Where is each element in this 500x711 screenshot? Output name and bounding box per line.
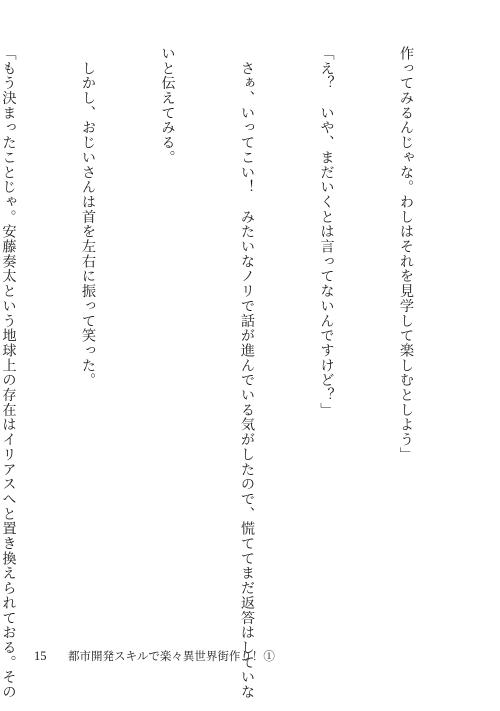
page-number: 15	[34, 649, 47, 663]
text-line: いと伝えてみる。	[159, 46, 176, 165]
text-line: しかし、おじいさんは首を左右に振って笑った。	[80, 46, 96, 388]
text-line: さぁ、いってこい！ みたいなノリで話が進んでいる気がしたので、慌ててまだ返答はしていな	[239, 46, 255, 700]
book-title: 都市開発スキルで楽々異世界街作り！①	[68, 649, 275, 663]
text-line: 作ってみるんじゃな。わしはそれを見学して楽しむとしよう」	[398, 46, 414, 462]
text-line: 「え？ いや、まだいくとは言ってないんですけど？」	[318, 46, 335, 418]
page-footer	[34, 648, 275, 664]
text-line: 「もう決まったことじゃ。安藤奏太という地球上の存在はイリアスへと置き換えられておる。その	[0, 46, 17, 700]
